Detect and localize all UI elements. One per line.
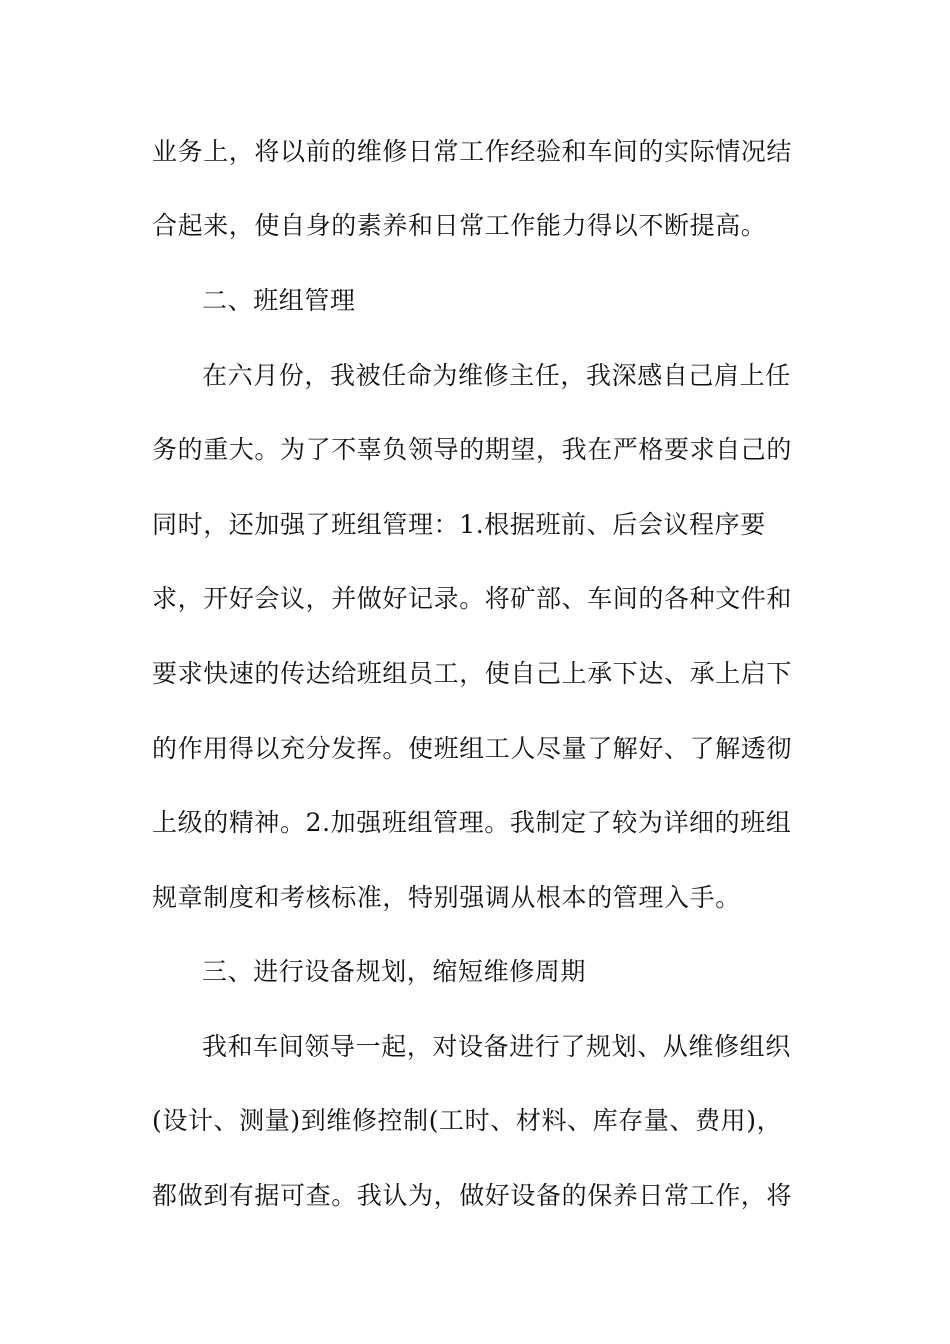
body-text-line: 都做到有据可查。我认为，做好设备的保养日常工作，将 [152,1181,793,1210]
body-text-line: 求，开好会议，并做好记录。将矿部、车间的各种文件和 [152,584,793,613]
paragraph-first-line: 我和车间领导一起，对设备进行了规划、从维修组织 [202,1032,791,1061]
body-text-line: 上级的精神。2.加强班组管理。我制定了较为详细的班组 [152,808,792,837]
body-text-line: 要求快速的传达给班组员工，使自己上承下达、承上启下 [152,659,793,688]
section-heading-team-management: 二、班组管理 [202,286,356,315]
body-text-line: 业务上，将以前的维修日常工作经验和车间的实际情况结 [152,137,793,166]
body-text-line: 合起来，使自身的素养和日常工作能力得以不断提高。 [152,211,767,240]
body-text-line: 规章制度和考核标准，特别强调从根本的管理入手。 [152,883,741,912]
paragraph-first-line: 在六月份，我被任命为维修主任，我深感自己肩上任 [202,361,791,390]
body-text-line: 的作用得以充分发挥。使班组工人尽量了解好、了解透彻 [152,734,793,763]
body-text-line: 同时，还加强了班组管理：1.根据班前、后会议程序要 [152,510,766,539]
section-heading-equipment-planning: 三、进行设备规划，缩短维修周期 [202,957,587,986]
body-text-line: (设计、测量)到维修控制(工时、材料、库存量、费用)， [152,1106,783,1135]
body-text-line: 务的重大。为了不辜负领导的期望，我在严格要求自己的 [152,435,793,464]
